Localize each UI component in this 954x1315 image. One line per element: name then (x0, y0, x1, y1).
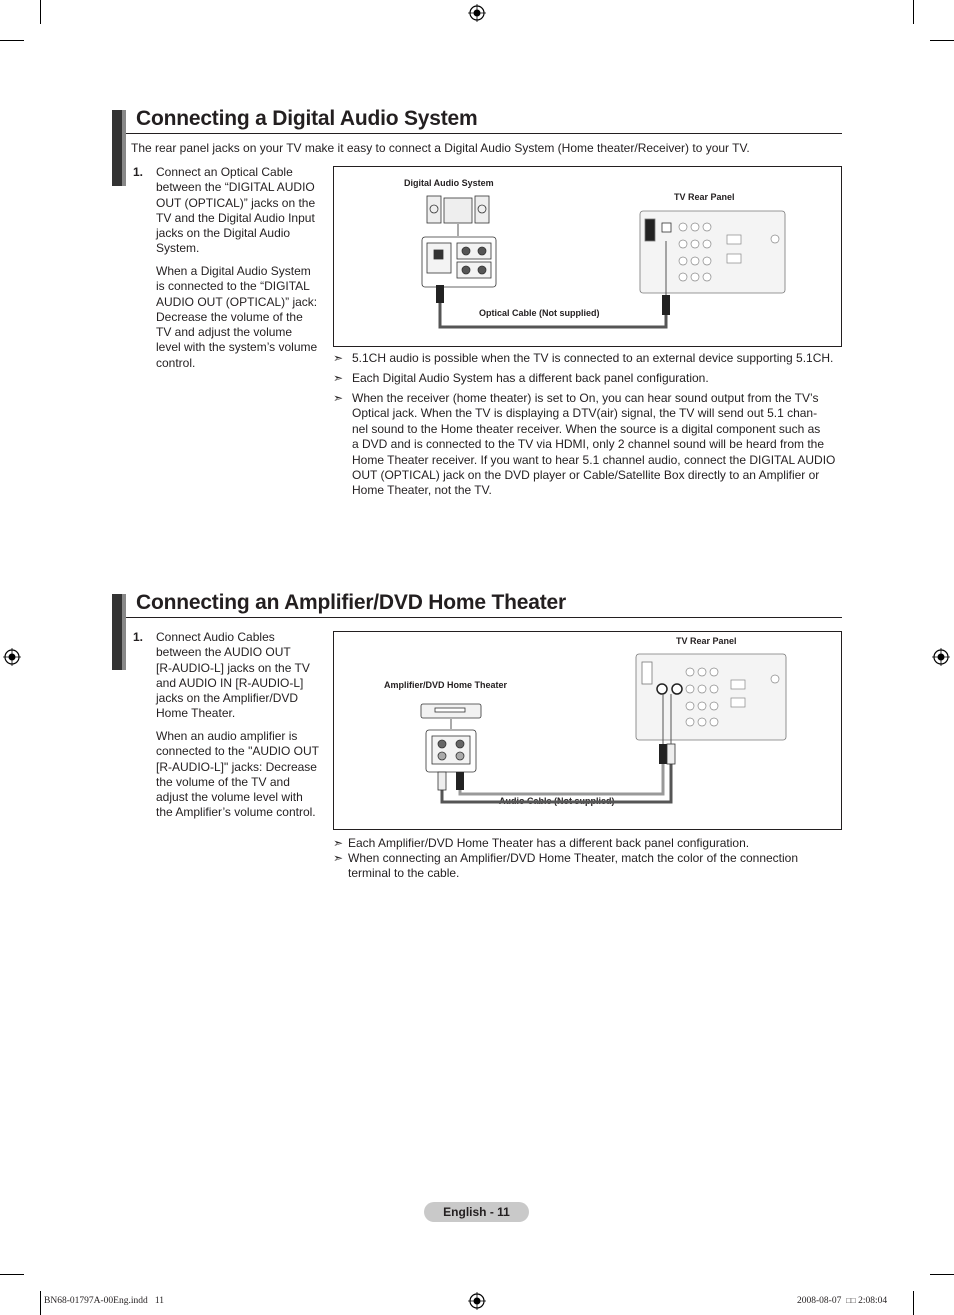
step-note-line: TV and adjust the volume (156, 325, 293, 340)
step-note-line: connected to the "AUDIO OUT (156, 744, 319, 759)
connection-diagram (333, 166, 842, 347)
arrow-note-icon: ➣ (333, 851, 344, 865)
step-text (156, 165, 331, 257)
step-note-line: the Amplifier’s volume control. (156, 805, 316, 820)
crop-mark-icon (930, 40, 954, 41)
cable-label: Audio Cable (Not supplied) (499, 796, 615, 806)
note-line: Each Digital Audio System has a different back panel configuration. (352, 371, 709, 385)
step-note-text (156, 264, 331, 371)
note-line: nel sound to the Home theater receiver. When the source is a digital component such as (352, 421, 821, 436)
step-note-text (156, 729, 331, 821)
step-line: TV and the Digital Audio Input (156, 210, 315, 225)
note-item (333, 851, 853, 882)
footer-date (797, 1296, 887, 1306)
crop-mark-icon (913, 0, 914, 24)
note-line: 5.1CH audio is possible when the TV is connected to an external device supporting 5.1CH. (352, 351, 834, 365)
footer-filename: BN68-01797A-00Eng.indd 11 (44, 1296, 164, 1306)
note-line: Home Theater, not the TV. (352, 483, 492, 498)
tv-rear-panel-icon (640, 211, 785, 293)
dvd-player-icon (421, 704, 481, 718)
section-marker-bar (112, 110, 126, 186)
audio-back-panel-icon (422, 237, 496, 287)
tv-rear-panel-icon (636, 654, 786, 740)
note-item (333, 351, 853, 366)
note-item (333, 836, 853, 851)
step-line: System. (156, 241, 200, 256)
note-line: terminal to the cable. (348, 866, 460, 881)
note-line: When the receiver (home theater) is set to On, you can hear sound output from the TV’s (352, 391, 819, 405)
step-line: between the “DIGITAL AUDIO (156, 180, 315, 195)
note-line: Home Theater receiver. If you want to hear 5.1 channel audio, connect the DIGITAL AUDIO (352, 452, 836, 467)
crop-mark-icon (913, 1291, 914, 1315)
step-note-line: When an audio amplifier is (156, 729, 298, 743)
tv-panel-label: TV Rear Panel (676, 636, 737, 646)
step-line: Home Theater. (156, 706, 236, 721)
crop-mark-icon (930, 1274, 954, 1275)
page-number-label: English - 11 (424, 1202, 529, 1222)
crop-mark-icon (0, 1274, 24, 1275)
step-line: OUT (OPTICAL)” jacks on the (156, 195, 316, 210)
step-text (156, 630, 331, 722)
note-line: OUT (OPTICAL) jack on the DVD player or Cable/Satellite Box directly to an Amplifier or (352, 468, 820, 483)
cable-label: Optical Cable (Not supplied) (479, 308, 600, 318)
step-line: Connect an Optical Cable (156, 165, 293, 179)
footer-date-value: 2008-08-07 (797, 1296, 842, 1306)
footer-time: 2:08:04 (858, 1296, 888, 1306)
step-note-line: [R-AUDIO-L]" jacks: Decrease (156, 759, 317, 774)
step-note-line: Decrease the volume of the (156, 309, 303, 324)
intro-text: The rear panel jacks on your TV make it easy to connect a Digital Audio System (Home theater/Receiver) to your TV. (131, 141, 750, 155)
step-line: and AUDIO IN [R-AUDIO-L] (156, 675, 304, 690)
registration-mark-icon (468, 1292, 486, 1310)
step-note-line: control. (156, 355, 196, 370)
crop-mark-icon (0, 40, 24, 41)
step-note-line: is connected to the “DIGITAL (156, 279, 310, 294)
tv-panel-label: TV Rear Panel (674, 192, 735, 202)
step-line: jacks on the Digital Audio (156, 226, 291, 241)
amplifier-back-panel-icon (426, 730, 476, 772)
step-line: between the AUDIO OUT (156, 645, 291, 660)
step-line: jacks on the Amplifier/DVD (156, 691, 299, 706)
note-line: Optical jack. When the TV is displaying a DTV(air) signal, the TV will send out 5.1 chan- (352, 406, 818, 421)
footer-glyphs: □□ (846, 1296, 856, 1305)
step-note-line: AUDIO OUT (OPTICAL)” jack: (156, 294, 318, 309)
section-rule (126, 133, 842, 134)
section-title: Connecting a Digital Audio System (136, 107, 478, 130)
registration-mark-icon (3, 648, 21, 666)
step-note-line: adjust the volume level with (156, 790, 303, 805)
arrow-note-icon: ➣ (333, 351, 344, 365)
connection-diagram (333, 631, 842, 830)
note-item (333, 371, 853, 386)
device-label: Amplifier/DVD Home Theater (384, 680, 508, 690)
note-item (333, 391, 853, 499)
note-line: Each Amplifier/DVD Home Theater has a different back panel configuration. (348, 836, 750, 850)
diagram-drawing (334, 167, 841, 346)
section-rule (126, 617, 842, 618)
step-note-line: the volume of the TV and (156, 774, 290, 789)
arrow-note-icon: ➣ (333, 836, 344, 850)
device-label: Digital Audio System (404, 178, 494, 188)
step-line: [R-AUDIO-L] jacks on the TV (156, 660, 310, 675)
section-marker-bar (112, 594, 126, 670)
registration-mark-icon (932, 648, 950, 666)
crop-mark-icon (40, 1291, 41, 1315)
arrow-note-icon: ➣ (333, 391, 344, 405)
step-line: Connect Audio Cables (156, 630, 275, 644)
registration-mark-icon (468, 4, 486, 22)
step-number: 1. (133, 630, 144, 644)
step-note-line: When a Digital Audio System (156, 264, 311, 278)
note-line: a DVD and is connected to the TV via HDMI, only 2 channel sound will be heard from the (352, 437, 825, 452)
section-title: Connecting an Amplifier/DVD Home Theater (136, 591, 566, 614)
crop-mark-icon (40, 0, 41, 24)
step-note-line: level with the system’s volume (156, 340, 318, 355)
digital-audio-system-icon (427, 196, 489, 223)
note-line: When connecting an Amplifier/DVD Home Theater, match the color of the connection (348, 851, 799, 865)
step-number: 1. (133, 165, 144, 179)
diagram-drawing (334, 632, 841, 829)
arrow-note-icon: ➣ (333, 371, 344, 385)
